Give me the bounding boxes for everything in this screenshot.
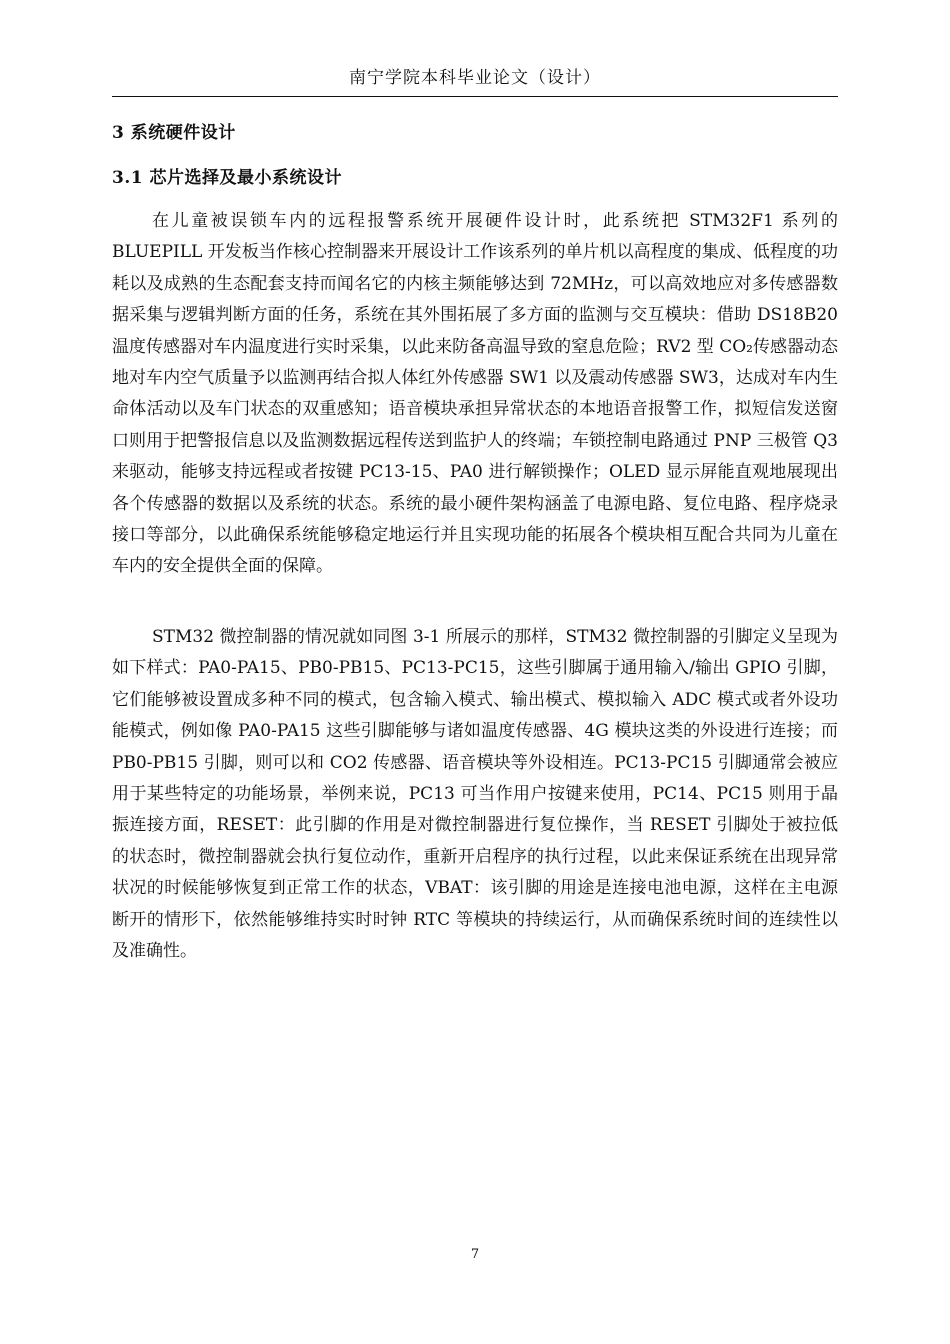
header-rule: [112, 96, 838, 97]
section-heading: 3 系统硬件设计: [112, 123, 236, 143]
subsection-heading: 3.1 芯片选择及最小系统设计: [112, 168, 342, 188]
body-paragraph: 在儿童被误锁车内的远程报警系统开展硬件设计时，此系统把 STM32F1 系列的 BLUEPILL 开发板当作核心控制器来开展设计工作该系列的单片机以高程度的集成、低程度的功耗以及成熟的生态配套支持而闻名它的内核主频能够达到 72MHz，可以高效地应对多传感器数据采集与逻辑判断方面的任务，系统在其外围拓展了多方面的监测与交互模块：借助 DS18B20 温度传感器对车内温度进行实时采集，以此来防备高温导致的窒息危险；RV2 型 CO₂传感器动态地对车内空气质量予以监测再结合拟人体红外传感器 SW1 以及震动传感器 SW3，达成对车内生命体活动以及车门状态的双重感知；语音模块承担异常状态的本地语音报警工作，拟短信发送窗口则用于把警报信息以及监测数据远程传送到监护人的终端；车锁控制电路通过 PNP 三极管 Q3 来驱动，能够支持远程或者按键 PC13-15、PA0 进行解锁操作；OLED 显示屏能直观地展现出各个传感器的数据以及系统的状态。系统的最小硬件架构涵盖了电源电路、复位电路、程序烧录接口等部分，以此确保系统能够稳定地运行并且实现功能的拓展各个模块相互配合共同为儿童在车内的安全提供全面的保障。: [112, 211, 838, 577]
running-header: 南宁学院本科毕业论文（设计）: [349, 68, 601, 88]
body-paragraph: STM32 微控制器的情况就如同图 3-1 所展示的那样，STM32 微控制器的引脚定义呈现为如下样式：PA0-PA15、PB0-PB15、PC13-PC15，这些引脚属于通用输入/输出 GPIO 引脚，它们能够被设置成多种不同的模式，包含输入模式、输出模式、模拟输入 ADC 模式或者外设功能模式，例如像 PA0-PA15 这些引脚能够与诸如温度传感器、4G 模块这类的外设进行连接；而 PB0-PB15 引脚，则可以和 CO2 传感器、语音模块等外设相连。PC13-PC15 引脚通常会被应用于某些特定的功能场景，举例来说，PC13 可当作用户按键来使用，PC14、PC15 则用于晶振连接方面，RESET：此引脚的作用是对微控制器进行复位操作，当 RESET 引脚处于被拉低的状态时，微控制器就会执行复位动作，重新开启程序的执行过程，以此来保证系统在出现异常状况的时候能够恢复到正常工作的状态，VBAT：该引脚的用途是连接电池电源，这样在主电源断开的情形下，依然能够维持实时时钟 RTC 等模块的持续运行，从而确保系统时间的连续性以及准确性。: [112, 627, 838, 962]
page-number: 7: [470, 1247, 480, 1262]
